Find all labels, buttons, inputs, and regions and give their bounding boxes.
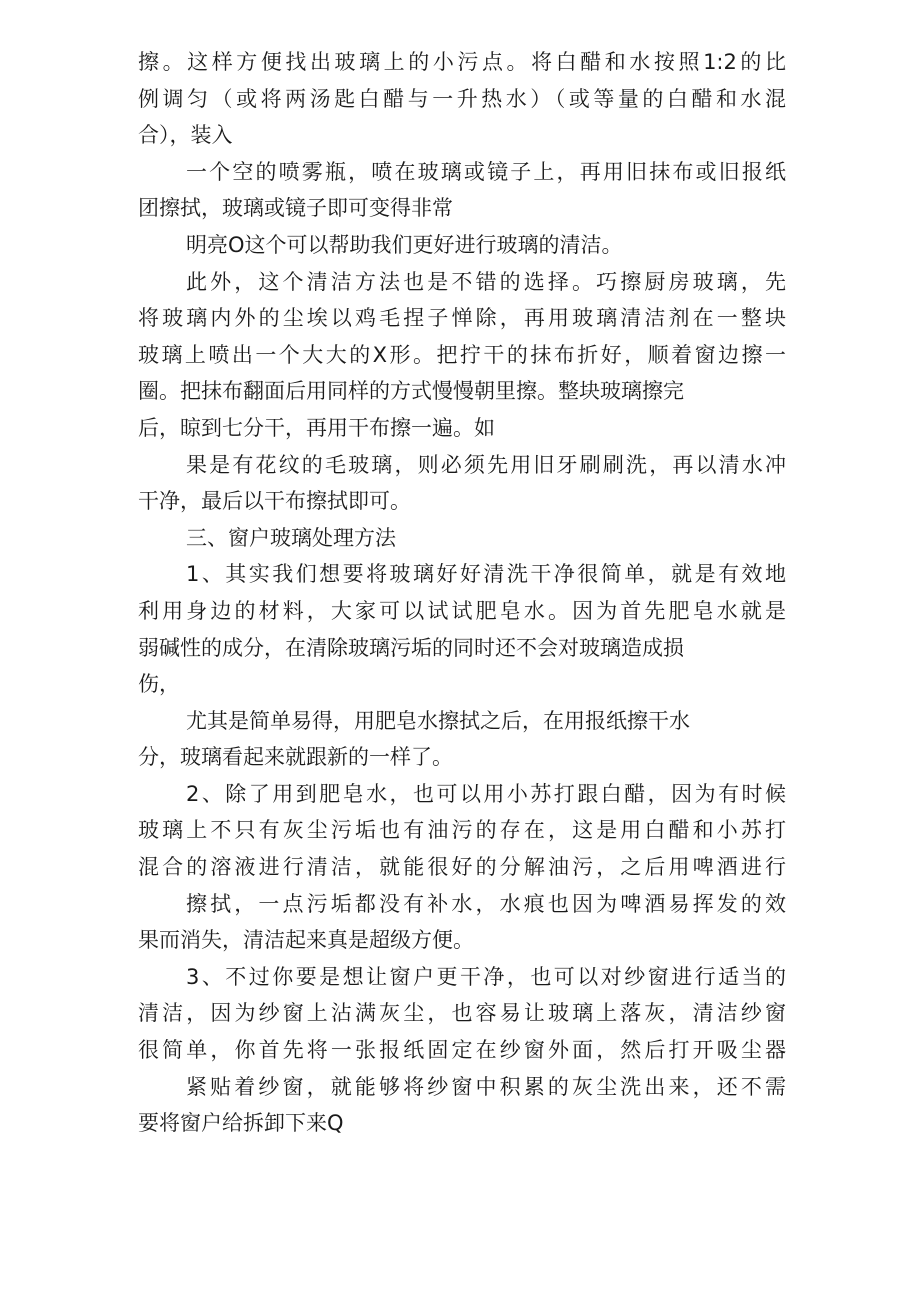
text-line: 团擦拭，玻璃或镜子即可变得非常 xyxy=(138,196,453,221)
text-line: 2、除了用到肥皂水，也可以用小苏打跟白醋，因为有时候 xyxy=(186,781,786,806)
text-line: 此外，这个清洁方法也是不错的选择。巧擦厨房玻璃，先 xyxy=(186,269,786,294)
text-line: 1、其实我们想要将玻璃好好清洗干净很简单，就是有效地 xyxy=(186,562,786,587)
text-line: 要将窗户给拆卸下来Q xyxy=(138,1111,344,1136)
text-line: 干净，最后以干布擦拭即可。 xyxy=(138,489,411,514)
text-line: 果而消失，清洁起来真是超级方便。 xyxy=(138,928,474,953)
text-line: 擦。这样方便找出玻璃上的小污点。将白醋和水按照1:2的比 xyxy=(138,50,786,74)
text-line: 玻璃上不只有灰尘污垢也有油污的存在，这是用白醋和小苏打 xyxy=(138,818,786,843)
text-line: 玻璃上喷出一个大大的X形。把拧干的抹布折好，顺着窗边擦一 xyxy=(138,342,786,367)
text-line: 三、窗户玻璃处理方法 xyxy=(186,525,396,550)
text-line: 圈。把抹布翻面后用同样的方式慢慢朝里擦。整块玻璃擦完 xyxy=(138,379,684,404)
text-line: 很简单，你首先将一张报纸固定在纱窗外面，然后打开吸尘器 xyxy=(138,1038,786,1063)
text-line: 合），装入 xyxy=(138,123,233,148)
text-line: 混合的溶液进行清洁，就能很好的分解油污，之后用啤酒进行 xyxy=(138,855,786,880)
text-line: 一个空的喷雾瓶，喷在玻璃或镜子上，再用旧抹布或旧报纸 xyxy=(186,159,786,184)
text-line: 利用身边的材料，大家可以试试肥皂水。因为首先肥皂水就是 xyxy=(138,598,786,623)
text-line: 后，晾到七分干，再用干布擦一遍。如 xyxy=(138,415,495,440)
text-line: 明亮O这个可以帮助我们更好进行玻璃的清洁。 xyxy=(186,232,623,257)
body-text xyxy=(138,44,786,1142)
text-line: 清洁，因为纱窗上沾满灰尘，也容易让玻璃上落灰，清洁纱窗 xyxy=(138,1001,786,1026)
text-line: 例调匀（或将两汤匙白醋与一升热水）（或等量的白醋和水混 xyxy=(138,86,786,111)
text-line: 分，玻璃看起来就跟新的一样了。 xyxy=(138,745,453,770)
text-line: 果是有花纹的毛玻璃，则必须先用旧牙刷刷洗，再以清水冲 xyxy=(186,452,786,477)
text-line: 伤， xyxy=(138,672,180,697)
text-line: 3、不过你要是想让窗户更干净，也可以对纱窗进行适当的 xyxy=(186,964,786,989)
text-line: 尤其是简单易得，用肥皂水擦拭之后，在用报纸擦干水 xyxy=(186,708,690,733)
text-line: 擦拭，一点污垢都没有补水，水痕也因为啤酒易挥发的效 xyxy=(186,891,786,916)
text-line: 紧贴着纱窗，就能够将纱窗中积累的灰尘洗出来，还不需 xyxy=(186,1074,786,1099)
text-line: 弱碱性的成分，在清除玻璃污垢的同时还不会对玻璃造成损 xyxy=(138,635,684,660)
text-line: 将玻璃内外的尘埃以鸡毛捏子惮除，再用玻璃清洁剂在一整块 xyxy=(138,306,786,331)
